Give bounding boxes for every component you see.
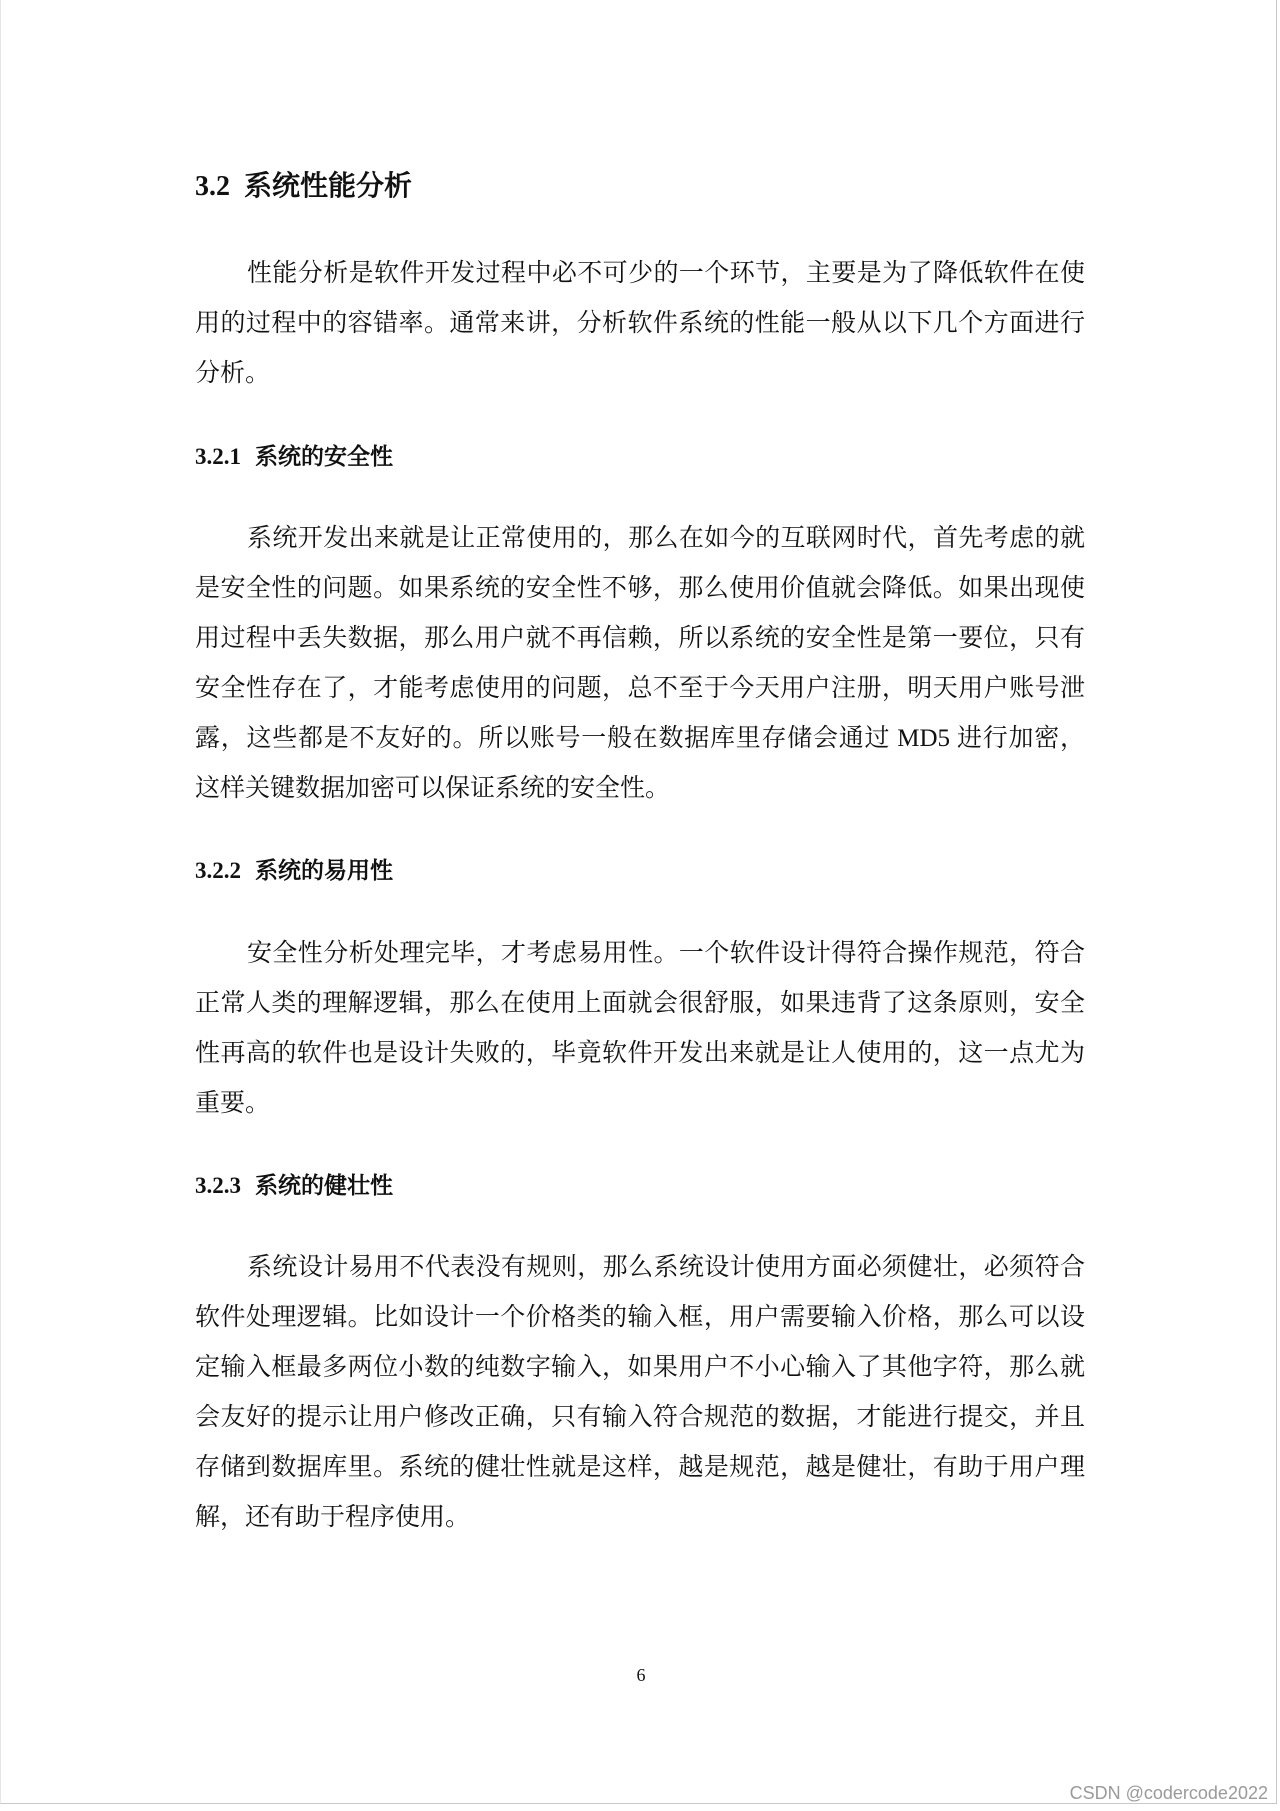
paragraph	[195, 1243, 1085, 1543]
text-line: 会友好的提示让用户修改正确，只有输入符合规范的数据，才能进行提交，并且	[195, 1404, 1085, 1431]
text-line: 露，这些都是不友好的。所以账号一般在数据库里存储会通过 MD5 进行加密，	[195, 725, 1085, 752]
text-line: 用的过程中的容错率。通常来讲，分析软件系统的性能一般从以下几个方面进行	[195, 310, 1085, 337]
text-line: 重要。	[195, 1090, 271, 1117]
watermark: CSDN @codercode2022	[1069, 1783, 1268, 1803]
text-line: 定输入框最多两位小数的纯数字输入，如果用户不小心输入了其他字符，那么就	[195, 1354, 1085, 1381]
page-number: 6	[636, 1665, 646, 1685]
text-line: 用过程中丢失数据，那么用户就不再信赖，所以系统的安全性是第一要位，只有	[195, 625, 1085, 652]
text-line: 系统开发出来就是让正常使用的，那么在如今的互联网时代，首先考虑的就	[247, 525, 1085, 552]
subsection-heading	[195, 1171, 393, 1201]
text-line: 这样关键数据加密可以保证系统的安全性。	[195, 775, 671, 802]
subsection-number: 3.2.3	[195, 1173, 241, 1198]
text-line: 是安全性的问题。如果系统的安全性不够，那么使用价值就会降低。如果出现使	[195, 575, 1085, 602]
text-line: 安全性分析处理完毕，才考虑易用性。一个软件设计得符合操作规范，符合	[247, 940, 1085, 967]
text-line: 解，还有助于程序使用。	[195, 1504, 471, 1531]
subsection-title: 系统的健壮性	[255, 1173, 393, 1198]
text-line: 性能分析是软件开发过程中必不可少的一个环节，主要是为了降低软件在使	[247, 260, 1085, 287]
text-line: 存储到数据库里。系统的健壮性就是这样，越是规范，越是健壮，有助于用户理	[195, 1454, 1085, 1481]
text-line: 软件处理逻辑。比如设计一个价格类的输入框，用户需要输入价格，那么可以设	[195, 1304, 1085, 1331]
text-line: 性再高的软件也是设计失败的，毕竟软件开发出来就是让人使用的，这一点尤为	[195, 1040, 1085, 1067]
subsection-title: 系统的安全性	[255, 444, 393, 469]
text-line: 分析。	[195, 360, 271, 387]
subsection-number: 3.2.1	[195, 444, 241, 469]
section-number: 3.2	[195, 171, 230, 202]
paragraph	[195, 514, 1085, 814]
paragraph	[195, 929, 1085, 1129]
section-title: 系统性能分析	[244, 171, 413, 202]
intro-paragraph	[195, 249, 1085, 399]
text-line: 安全性存在了，才能考虑使用的问题，总不至于今天用户注册，明天用户账号泄	[195, 675, 1085, 702]
section-heading	[195, 169, 412, 205]
subsection-number: 3.2.2	[195, 858, 241, 883]
subsection-title: 系统的易用性	[255, 858, 393, 883]
subsection-heading	[195, 442, 393, 472]
text-line: 正常人类的理解逻辑，那么在使用上面就会很舒服，如果违背了这条原则，安全	[195, 990, 1085, 1017]
text-line: 系统设计易用不代表没有规则，那么系统设计使用方面必须健壮，必须符合	[247, 1254, 1085, 1281]
subsection-heading	[195, 856, 393, 886]
